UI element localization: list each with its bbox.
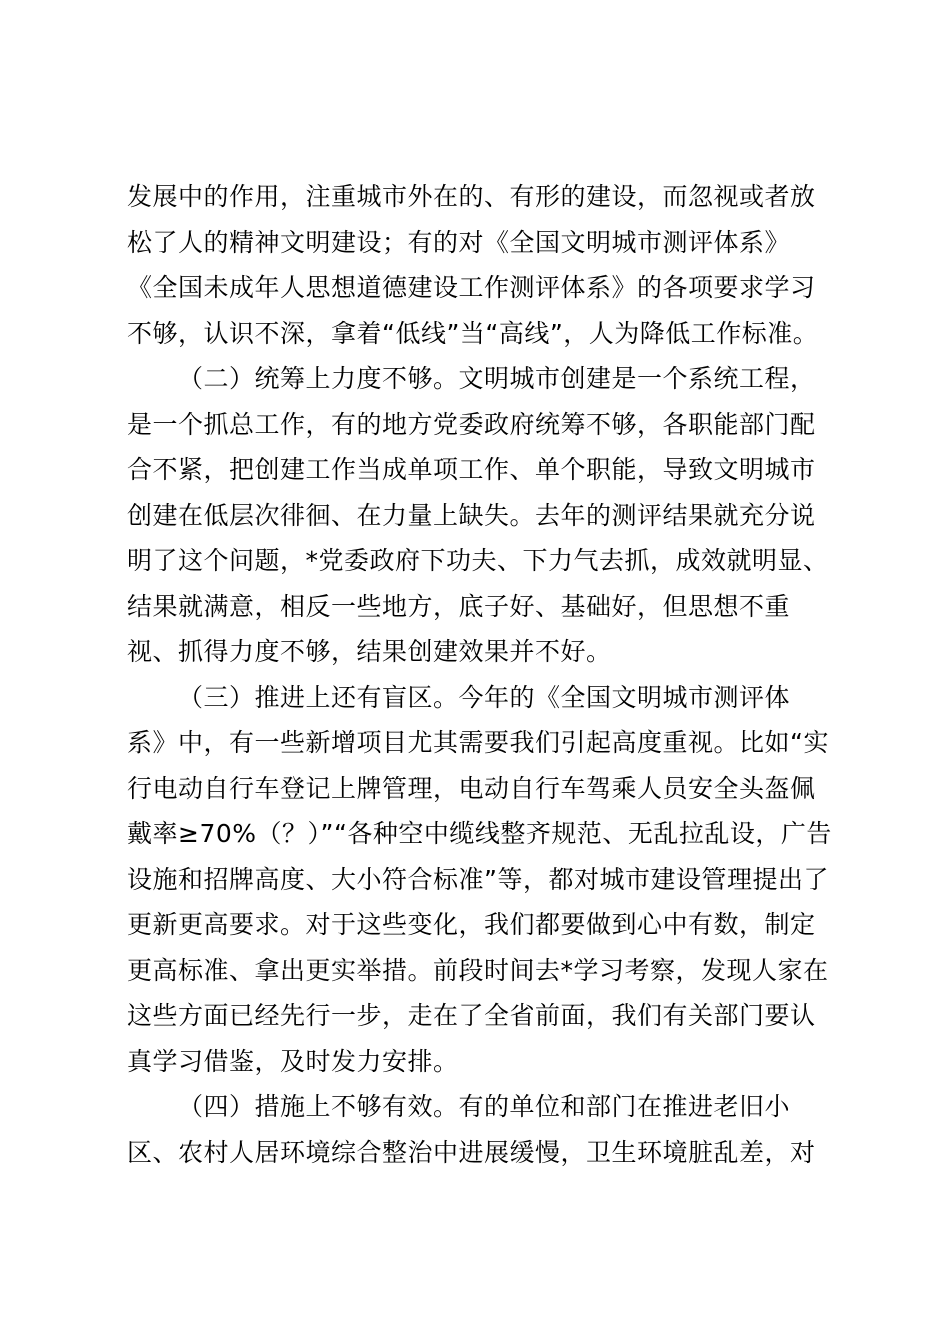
text-line: 戴率≥70%（？）”“各种空中缆线整齐规范、无乱拉乱设，广告: [127, 819, 832, 848]
text-line: 明了这个问题，*党委政府下功夫、下力气去抓，成效就明显、: [127, 546, 829, 575]
text-line: 创建在低层次徘徊、在力量上缺失。去年的测评结果就充分说: [127, 500, 816, 530]
text-line: 设施和招牌高度、大小符合标准”等，都对城市建设管理提出了: [127, 864, 829, 894]
text-line: 结果就满意，相反一些地方，底子好、基础好，但思想不重: [127, 591, 791, 621]
text-line: 发展中的作用，注重城市外在的、有形的建设，而忽视或者放: [127, 182, 816, 211]
text-line: 视、抓得力度不够，结果创建效果并不好。: [127, 637, 612, 666]
text-line: 不够，认识不深，拿着“低线”当“高线”，人为降低工作标准。: [127, 318, 819, 348]
section-heading-line: （三）推进上还有盲区。今年的《全国文明城市测评体: [178, 682, 791, 712]
text-line: 是一个抓总工作，有的地方党委政府统筹不够，各职能部门配: [127, 409, 816, 439]
text-line: 系》中，有一些新增项目尤其需要我们引起高度重视。比如“实: [127, 728, 829, 757]
text-line: 行电动自行车登记上牌管理，电动自行车驾乘人员安全头盔佩: [127, 773, 816, 803]
text-line: 这些方面已经先行一步，走在了全省前面，我们有关部门要认: [127, 1001, 816, 1030]
text-line: 区、农村人居环境综合整治中进展缓慢，卫生环境脏乱差，对: [127, 1137, 816, 1167]
text-line: 松了人的精神文明建设；有的对《全国文明城市测评体系》: [127, 227, 791, 257]
text-line: 合不紧，把创建工作当成单项工作、单个职能，导致文明城市: [127, 455, 816, 484]
body-text: [127, 174, 837, 1175]
text-line: 更新更高要求。对于这些变化，我们都要做到心中有数，制定: [127, 910, 816, 939]
section-heading-line: （二）统筹上力度不够。文明城市创建是一个系统工程，: [178, 364, 816, 393]
section-heading-line: （四）措施上不够有效。有的单位和部门在推进老旧小: [178, 1092, 791, 1121]
text-line: 真学习借鉴，及时发力安排。: [127, 1046, 459, 1076]
text-line: 《全国未成年人思想道德建设工作测评体系》的各项要求学习: [127, 273, 816, 302]
text-line: 更高标准、拿出更实举措。前段时间去*学习考察，发现人家在: [127, 955, 829, 985]
